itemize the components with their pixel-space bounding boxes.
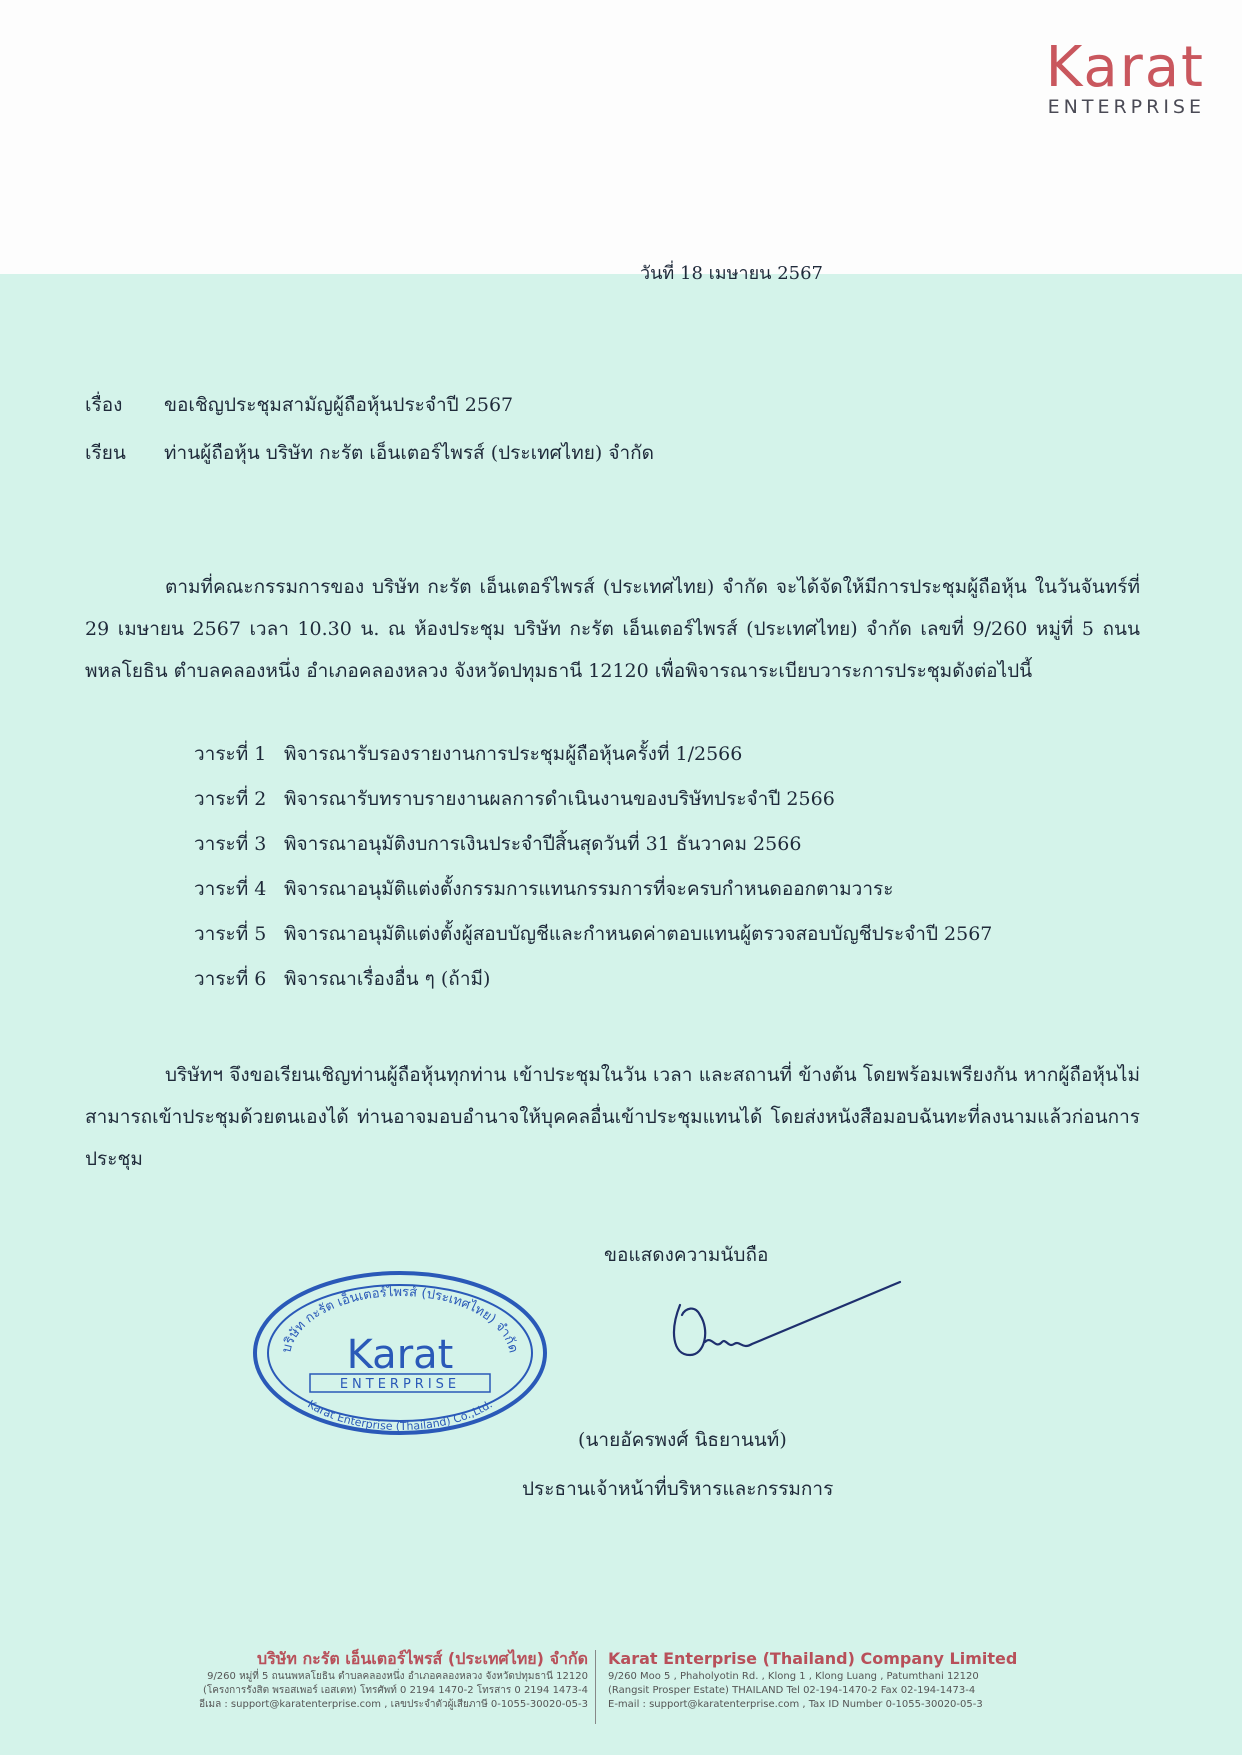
agenda-item bbox=[194, 957, 992, 1002]
footer-thai-line: 9/260 หมู่ที่ 5 ถนนพหลโยธิน ตำบลคลองหนึ่ง อำเภอคลองหลวง จังหวัดปทุมธานี 12120 bbox=[207, 1671, 588, 1682]
footer-thai-company: บริษัท กะรัต เอ็นเตอร์ไพรส์ (ประเทศไทย) จำกัด bbox=[257, 1649, 588, 1668]
agenda-number: วาระที่ 6 bbox=[194, 968, 267, 990]
agenda-item bbox=[194, 822, 992, 867]
logo-sub: ENTERPRISE bbox=[1047, 96, 1205, 118]
paper-background bbox=[0, 274, 1242, 1755]
footer-english-line: E-mail : support@karatenterprise.com , Tax ID Number 0-1055-30020-05-3 bbox=[608, 1699, 983, 1710]
intro-paragraph bbox=[85, 566, 1140, 692]
agenda-text: พิจารณาอนุมัติงบการเงินประจำปีสิ้นสุดวันที่ 31 ธันวาคม 2566 bbox=[284, 833, 802, 855]
agenda-number: วาระที่ 2 bbox=[194, 788, 267, 810]
agenda-item bbox=[194, 912, 992, 957]
footer-thai-block bbox=[48, 1648, 588, 1712]
footer-thai-line: (โครงการรังสิต พรอสเพอร์ เอสเตท) โทรศัพท์ 0 2194 1470-2 โทรสาร 0 2194 1473-4 bbox=[202, 1685, 588, 1696]
agenda-text: พิจารณาอนุมัติแต่งตั้งผู้สอบบัญชีและกำหนดค่าตอบแทนผู้ตรวจสอบบัญชีประจำปี 2567 bbox=[284, 923, 993, 945]
stamp-sub: ENTERPRISE bbox=[339, 1377, 461, 1392]
letterhead-footer bbox=[0, 1640, 1242, 1755]
signature-image bbox=[660, 1260, 920, 1370]
company-stamp bbox=[250, 1268, 550, 1438]
agenda-number: วาระที่ 4 bbox=[194, 878, 267, 900]
agenda-text: พิจารณาเรื่องอื่น ๆ (ถ้ามี) bbox=[284, 968, 491, 990]
stamp-word: Karat bbox=[346, 1332, 454, 1378]
stamp-top-text: บริษัท กะรัต เอ็นเตอร์ไพรส์ (ประเทศไทย) จำกัด bbox=[279, 1284, 521, 1355]
invite-paragraph-text: บริษัทฯ จึงขอเรียนเชิญท่านผู้ถือหุ้นทุกท่าน เข้าประชุมในวัน เวลา และสถานที่ ข้างต้น โดยพร้อมเพรียงกัน หากผู้ถือหุ้นไม่สามารถเข้าประชุมด้วยตนเองได้ ท่านอาจมอบอำนาจให้บุคคลอื่นเข้าประชุมแทนได้ โดยส่งหนังสือมอบฉันทะที่ลงนามแล้วก่อนการประชุม bbox=[85, 1064, 1140, 1170]
logo-word: Karat bbox=[1045, 35, 1205, 100]
invite-paragraph bbox=[85, 1054, 1140, 1180]
agenda-text: พิจารณารับรองรายงานการประชุมผู้ถือหุ้นครั้งที่ 1/2566 bbox=[284, 743, 743, 765]
footer-divider bbox=[595, 1650, 596, 1724]
footer-english-line: 9/260 Moo 5 , Phaholyotin Rd. , Klong 1 , Klong Luang , Patumthani 12120 bbox=[608, 1671, 979, 1682]
footer-english-block bbox=[608, 1648, 1168, 1712]
agenda-text: พิจารณาอนุมัติแต่งตั้งกรรมการแทนกรรมการที่จะครบกำหนดออกตามวาระ bbox=[284, 878, 894, 900]
signer-name: (นายอัครพงศ์ นิธยานนท์) bbox=[578, 1429, 787, 1451]
footer-english-line: (Rangsit Prosper Estate) THAILAND Tel 02-194-1470-2 Fax 02-194-1473-4 bbox=[608, 1685, 976, 1696]
recipient-label: เรียน bbox=[85, 442, 126, 464]
signer-title: ประธานเจ้าหน้าที่บริหารและกรรมการ bbox=[522, 1478, 834, 1500]
agenda-number: วาระที่ 3 bbox=[194, 833, 267, 855]
intro-paragraph-text: ตามที่คณะกรรมการของ บริษัท กะรัต เอ็นเตอร์ไพรส์ (ประเทศไทย) จำกัด จะได้จัดให้มีการประชุมผู้ถือหุ้น ในวันจันทร์ที่ 29 เมษายน 2567 เวลา 10.30 น. ณ ห้องประชุม บริษัท กะรัต เอ็นเตอร์ไพรส์ (ประเทศไทย) จำกัด เลขที่ 9/260 หมู่ที่ 5 ถนนพหลโยธิน ตำบลคลองหนึ่ง อำเภอคลองหลวง จังหวัดปทุมธานี 12120 เพื่อพิจารณาระเบียบวาระการประชุมดังต่อไปนี้ bbox=[85, 576, 1140, 682]
agenda-number: วาระที่ 1 bbox=[194, 743, 267, 765]
company-logo bbox=[990, 35, 1205, 118]
stamp-bottom-text: Karat Enterprise (Thailand) Co.,Ltd. bbox=[305, 1397, 495, 1434]
closing-salutation: ขอแสดงความนับถือ bbox=[604, 1244, 769, 1266]
footer-thai-line: อีเมล : support@karatenterprise.com , เลขประจำตัวผู้เสียภาษี 0-1055-30020-05-3 bbox=[199, 1699, 588, 1710]
subject-text: ขอเชิญประชุมสามัญผู้ถือหุ้นประจำปี 2567 bbox=[164, 394, 514, 416]
recipient-text: ท่านผู้ถือหุ้น บริษัท กะรัต เอ็นเตอร์ไพรส์ (ประเทศไทย) จำกัด bbox=[164, 442, 654, 464]
agenda-list bbox=[194, 732, 992, 1002]
letter-date: วันที่ 18 เมษายน 2567 bbox=[640, 263, 823, 284]
agenda-item bbox=[194, 732, 992, 777]
agenda-text: พิจารณารับทราบรายงานผลการดำเนินงานของบริษัทประจำปี 2566 bbox=[284, 788, 835, 810]
agenda-item bbox=[194, 867, 992, 912]
agenda-number: วาระที่ 5 bbox=[194, 923, 267, 945]
agenda-item bbox=[194, 777, 992, 822]
footer-english-company: Karat Enterprise (Thailand) Company Limited bbox=[608, 1649, 1018, 1668]
subject-label: เรื่อง bbox=[85, 394, 123, 416]
